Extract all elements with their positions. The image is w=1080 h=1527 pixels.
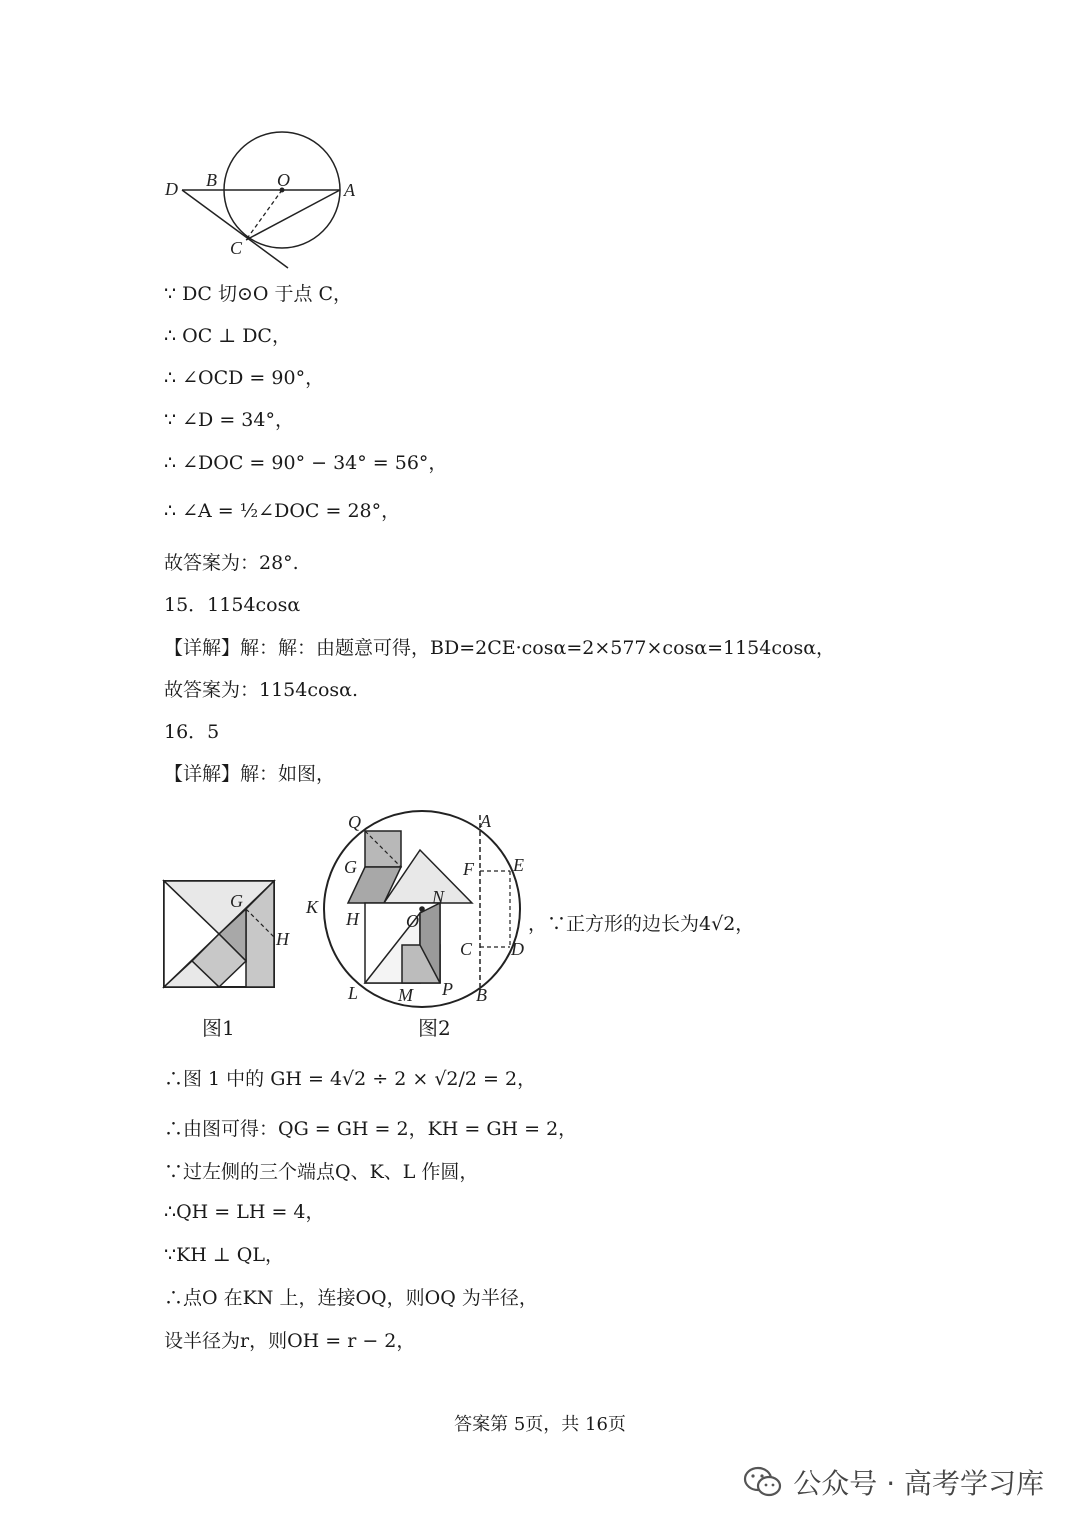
text-line-4: ∵ ∠D = 34°， [164,409,294,431]
label-a2: A [480,811,491,831]
text-line-3: ∴ ∠OCD = 90°， [164,367,325,389]
label-m: M [398,985,413,1005]
label-h1: H [276,929,289,949]
text-line-2: ∴ OC ⊥ DC， [164,325,291,347]
label-l: L [348,983,359,1003]
wechat-icon [743,1465,783,1499]
label-d: D [165,179,178,199]
text-line-5: ∴ ∠DOC = 90° − 34° = 56°， [164,452,448,474]
label-g1: G [230,891,243,911]
text-line-6: ∴ ∠A = ½∠DOC = 28°， [164,500,401,522]
label-c: C [230,238,243,258]
label-e: E [513,855,524,875]
text-line-15: ∴由图可得：QG = GH = 2，KH = GH = 2， [164,1118,578,1140]
watermark-text: 公众号 · 高考学习库 [793,1467,1044,1500]
label-b: B [206,170,217,190]
text-line-8: 15．1154cosα [164,594,301,616]
text-line-19: ∴点O 在KN 上，连接OQ，则OQ 为半径， [164,1287,538,1309]
label-p: P [442,979,453,999]
label-d2: D [511,939,524,959]
text-line-10: 故答案为：1154cosα. [164,679,359,701]
label-a: A [344,180,355,200]
text-line-18: ∵KH ⊥ QL， [164,1244,284,1266]
text-line-7: 故答案为：28°. [164,552,299,574]
label-k: K [306,897,319,917]
tangram-square-figure [160,875,300,995]
page-footer: 答案第 5页，共 16页 [454,1414,626,1435]
circle-tangent-figure [160,130,380,275]
caption-fig1: 图1 [202,1016,235,1040]
label-o2: O [406,911,419,931]
label-o: O [277,170,290,190]
text-line-11: 16．5 [164,721,220,743]
tangram-circle-figure [300,805,540,1010]
text-line-16: ∵过左侧的三个端点Q、K、L 作圆， [164,1161,479,1183]
label-h2: H [346,909,359,929]
text-line-20: 设半径为r，则OH = r − 2， [164,1330,416,1352]
label-b2: B [476,985,487,1005]
label-q: Q [348,812,361,832]
label-f: F [463,859,474,879]
label-c2: C [460,939,473,959]
label-n: N [432,887,445,907]
watermark [743,1462,1044,1502]
text-line-14: ∴图 1 中的 GH = 4√2 ÷ 2 × √2/2 = 2， [164,1068,537,1090]
text-line-9: 【详解】解：解：由题意可得，BD=2CE·cosα=2×577×cosα=1154cosα， [164,637,836,659]
caption-fig2: 图2 [418,1016,451,1040]
text-line-13: ，∵正方形的边长为4√2， [528,913,755,935]
label-g2: G [344,857,357,877]
text-line-17: ∴QH = LH = 4， [164,1201,325,1223]
text-line-12: 【详解】解：如图， [164,763,336,785]
text-line-1: ∵ DC 切⊙O 于点 C， [164,283,353,305]
